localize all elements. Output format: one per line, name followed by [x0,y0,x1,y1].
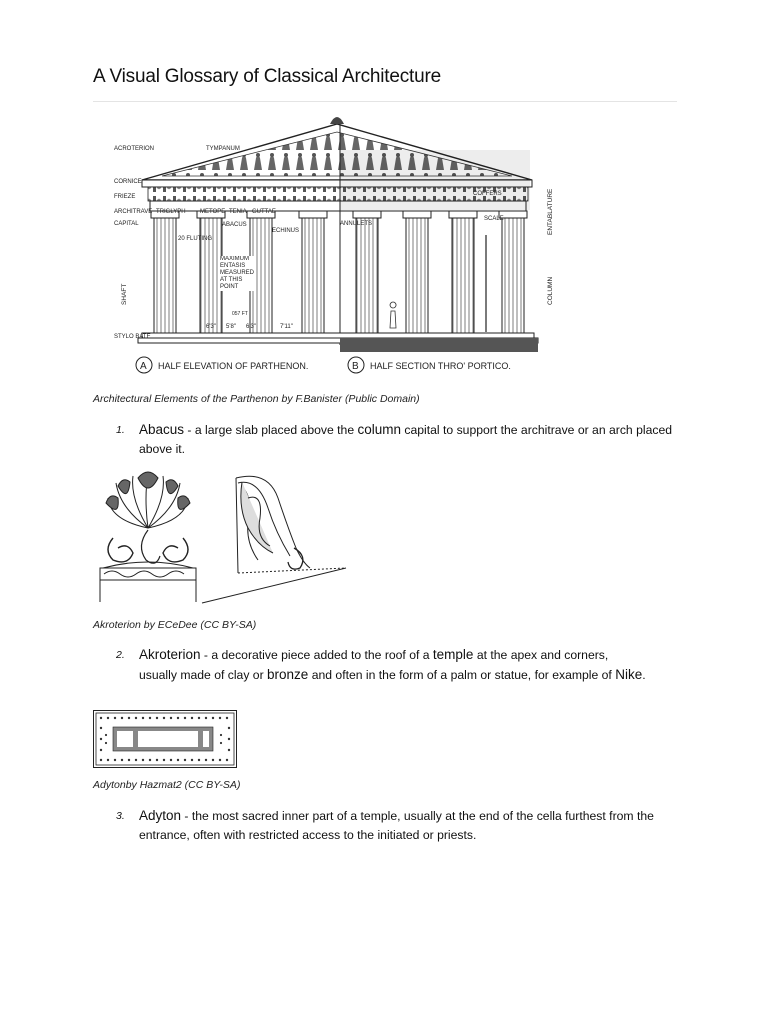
dim-d: 7'11" [280,324,293,330]
link-bronze[interactable]: bronze [267,667,309,682]
label-triglyph: TRIGLYPH [156,209,186,215]
label-column: COLUMN [547,276,554,305]
caption-parthenon: Architectural Elements of the Parthenon by F.Banister (Public Domain) [93,393,420,405]
dim-b: 5'8" [226,324,236,330]
glossary-item-akroterion [116,645,686,685]
item-number: 3. [116,810,125,822]
label-half-elevation: HALF ELEVATION OF PARTHENON. [158,361,309,371]
label-half-section: HALF SECTION THRO' PORTICO. [370,361,511,371]
label-fluting: 20 FLUTING [178,236,213,242]
term-akroterion: Akroterion [139,647,201,662]
term-adyton: Adyton [139,808,182,823]
palmette-front-drawing [100,472,196,602]
item-text: - a decorative piece added to the roof of a [200,648,433,662]
label-tympanum: TYMPANUM [206,146,240,152]
label-acroterion: ACROTERION [114,146,155,152]
palmette-profile-drawing [202,476,346,603]
label-tenia: TENIA [229,209,247,215]
label-echinus: ECHINUS [272,228,300,234]
akroterion-figure [98,468,350,608]
link-column[interactable]: column [357,422,402,437]
item-number: 1. [116,424,125,436]
label-cornice: CORNICE [114,179,142,185]
glossary-item-abacus [116,420,686,459]
item-number: 2. [116,649,125,661]
label-stylobate: STYLO BATE [114,334,151,340]
link-temple[interactable]: temple [432,647,474,662]
item-text: . [642,668,646,682]
link-nike[interactable]: Nike [615,667,643,682]
label-scale: SCALE [484,216,504,222]
adyton-plan-figure [93,710,237,768]
item-text: - a large slab placed above the [184,423,358,437]
label-architrave: ARCHITRAVE [114,209,153,215]
label-coffers: COFFERS [473,191,502,197]
label-annulets: ANNULETS [340,221,373,227]
columns [151,211,527,333]
caption-akroterion: Akroterion by ECeDee (CC BY-SA) [93,619,257,631]
caption-adyton: Adytonby Hazmat2 (CC BY-SA) [93,779,241,791]
label-entablature: ENTABLATURE [547,188,554,235]
label-frieze: FRIEZE [114,194,136,200]
item-text: capital to support the architrave or an arch placed above it. [139,423,673,456]
label-entasis: MAXIMUM ENTASIS MEASURED AT THIS POINT [220,256,255,290]
page-title: A Visual Glossary of Classical Architecture [93,66,441,87]
glossary-item-adyton [116,806,686,845]
label-capital: CAPITAL [114,221,139,227]
label-guttae: GUTTAE [252,209,276,215]
dim-c: 6'3" [246,324,256,330]
label-entasis-value: 057 FT [232,311,248,317]
item-text: at the apex and corners, usually made of clay or [139,648,609,682]
label-abacus: ABACUS [222,222,247,228]
parthenon-figure [112,110,562,385]
label-b-letter: B [352,361,359,372]
title-divider [93,101,677,102]
item-text: and often in the form of a palm or statue, for example of [308,668,616,682]
item-text: - the most sacred inner part of a temple, usually at the end of the cella furthest from the entrance, often with restricted access to the initiated or priests. [139,809,654,842]
term-abacus: Abacus [139,422,185,437]
dim-a: 6'3" [206,324,216,330]
label-a-letter: A [140,361,147,372]
label-shaft: SHAFT [121,283,128,305]
label-metope: METOPE [200,209,226,215]
